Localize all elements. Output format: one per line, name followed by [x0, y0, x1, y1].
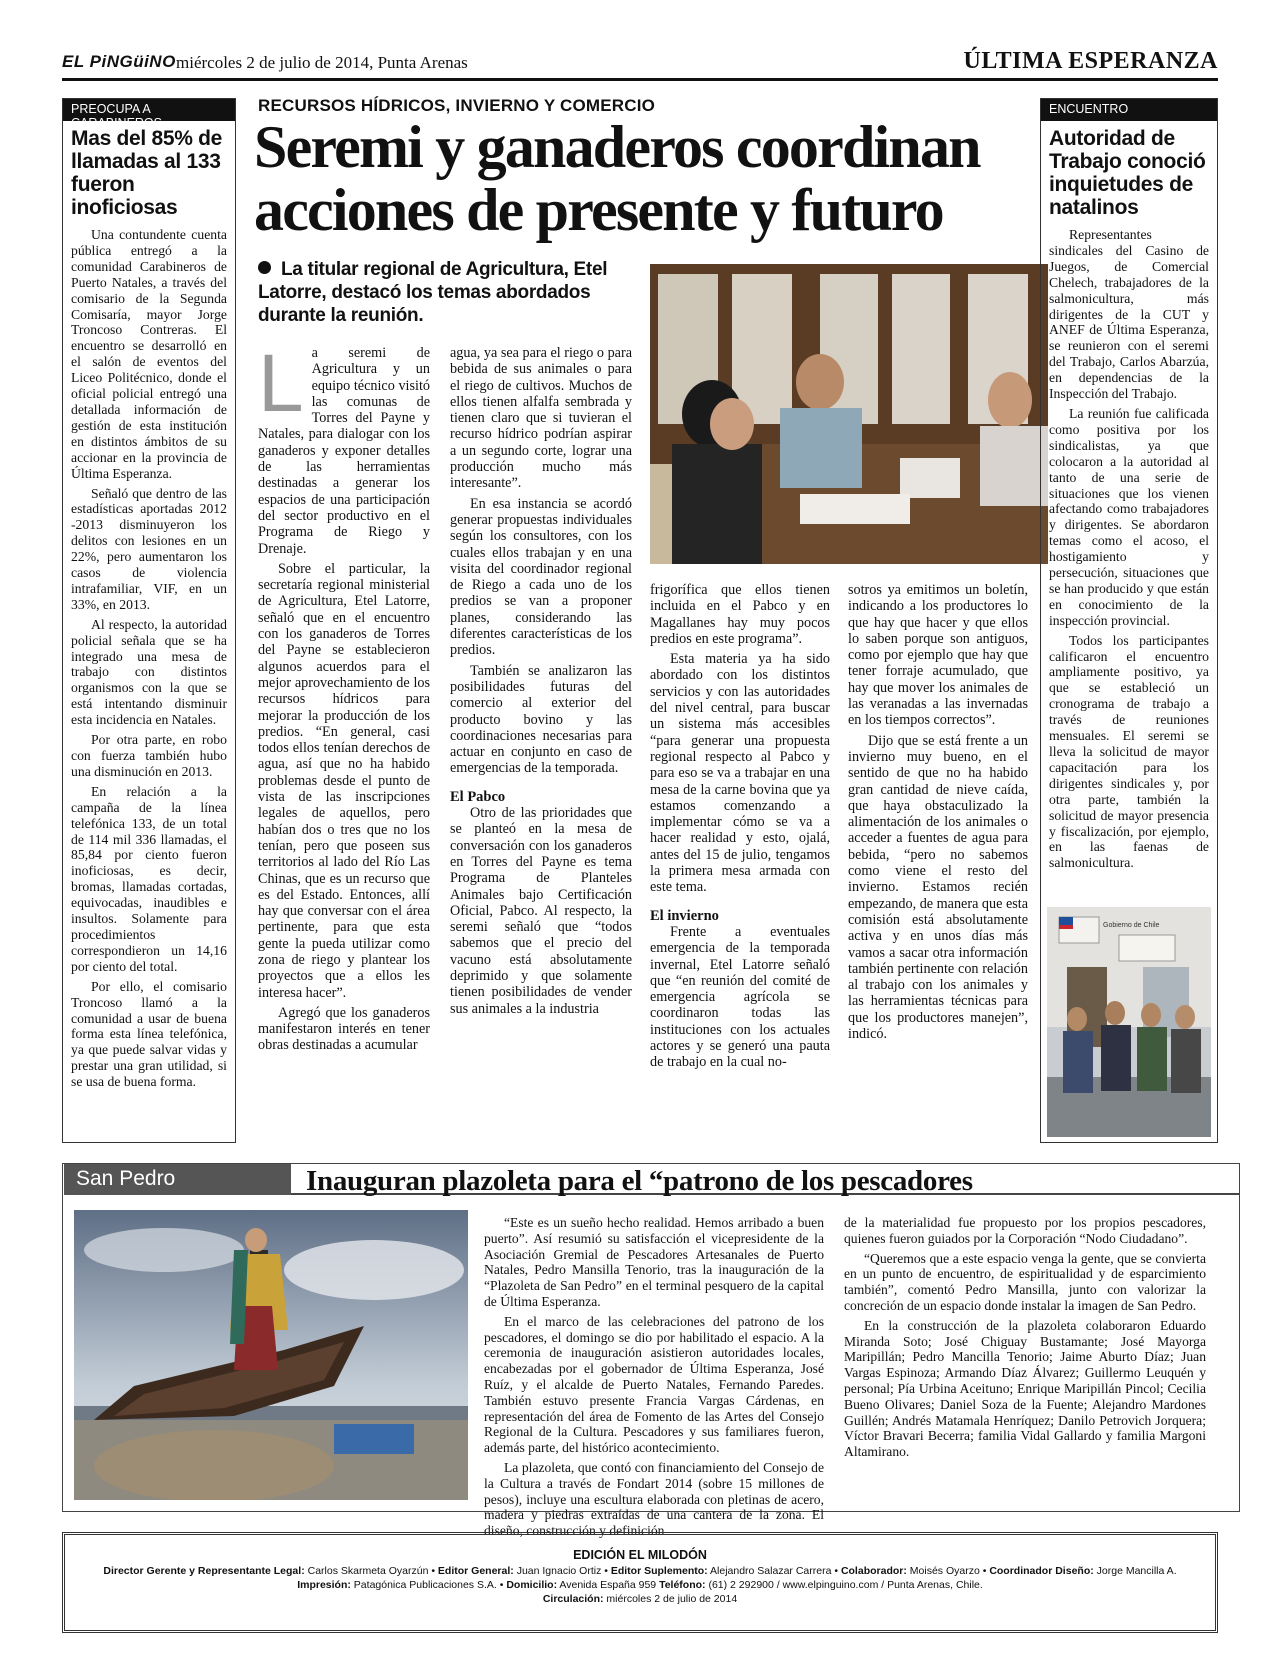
footer-value: Carlos Skarmeta Oyarzún • — [304, 1565, 438, 1577]
left-body — [63, 221, 235, 1090]
main-paragraph: Otro de las prioridades que se planteó en la mesa de conversación con los ganaderos en Torres del Payne es tema Programa de Planteles Animales bajo Certificación Oficial, Pabco. Al respecto, la seremi señaló que “todos sabemos que el precio del vacuno está absolutamente deprimido y que solamente tienen posibilidades de vender sus animales a la industria — [450, 805, 632, 1017]
footer-line-1 — [65, 1564, 1215, 1578]
dropcap: L — [258, 338, 304, 429]
main-headline: Seremi y ganaderos coordinan acciones de presente y futuro — [254, 114, 980, 243]
right-body — [1041, 221, 1217, 871]
labor-office-photo-graphic — [1047, 907, 1211, 1137]
footer-value: Juan Ignacio Ortiz • — [513, 1565, 611, 1577]
main-paragraph: a seremi de Agricultura y un equipo técnico visitó las comunas de Torres del Payne y Natales, para dialogar con los ganaderos y exponer detalles de las herramientas destinadas a generar los espacios de una participación del sector productivo en el Programa de Riego y Drenaje. — [258, 345, 430, 557]
section-title: ÚLTIMA ESPERANZA — [963, 48, 1218, 74]
san-pedro-col-2 — [844, 1215, 1206, 1505]
main-lead-text: La titular regional de Agricultura, Etel Latorre, destacó los temas abordados durante la reunión. — [258, 259, 608, 326]
main-paragraph: Esta materia ya ha sido abordado con los distintos servicios y con las autoridades del nivel central, para buscar un sistema más accesibles “para generar una propuesta regional respecto al Pabco y para eso se va a trabajar en una mesa de la carne bovina que ya estamos comenzando a implementar cómo se va a hacer realidad y esto, ojalá, antes del 15 de julio, tengamos la primera mesa armada con este tema. — [650, 651, 830, 896]
main-col-1 — [258, 338, 430, 1145]
left-headline: Mas del 85% de llamadas al 133 fueron inoficiosas — [71, 127, 223, 219]
statue-photo — [74, 1210, 468, 1500]
statue-photo-graphic — [74, 1210, 468, 1500]
footer-label: Coordinador Diseño: — [989, 1565, 1094, 1577]
right-sidebox — [1040, 98, 1218, 1143]
footer-value: Patagónica Publicaciones S.A. • — [350, 1579, 507, 1591]
footer-credits — [62, 1532, 1218, 1633]
main-col-4 — [848, 582, 1028, 1145]
masthead-logo: EL PiNGüiNO — [62, 52, 176, 71]
footer-title: EDICIÓN EL MILODÓN — [573, 1548, 707, 1562]
main-paragraph: Sobre el particular, la secretaría regional ministerial de Agricultura, Etel Latorre, señaló que en el encuentro con los ganaderos de Torres del Payne se establecieron algunos acuerdos para el mejor aprovechamiento de los recursos hídricos para mejorar la producción de los predios. “En general, casi todos ellos tenían derechos de agua, así que no ha habido problemas desde el punto de vista de las inscripciones legales de aquellos, pero habían dos o tres que no los tenían, pero que poseen sus territorios al lado del Río Las Chinas, que es un recurso que es del Estado. Entonces, allí hay que conversar con el área pertinente, para que esta gente la pueda utilizar como zona de riego y plantear los proyectos que a ellos les interesa hacer”. — [258, 560, 430, 1001]
footer-value: Moisés Oyarzo • — [906, 1565, 990, 1577]
footer-value: Alejandro Salazar Carrera • — [707, 1565, 841, 1577]
bullet-icon — [258, 261, 271, 274]
footer-label: Impresión: — [297, 1579, 351, 1591]
subhead-pabco: El Pabco — [450, 788, 506, 805]
main-col-3 — [650, 582, 830, 1145]
right-paragraph: Todos los participantes calificaron el encuentro ampliamente positivo, ya que se estableció un cronograma de trabajo a través de reuniones mensuales. El seremi se lleva la solicitud de mayor capacitación para los dirigentes sindicales y, por otra parte, también la solicitud de mayor presencia y fiscalización, por ejemplo, en las faenas de salmonicultura. — [1049, 632, 1209, 871]
footer-value: Jorge Mancilla A. — [1093, 1565, 1177, 1577]
right-headline: Autoridad de Trabajo conoció inquietudes de natalinos — [1049, 127, 1206, 219]
san-pedro-headline: Inauguran plazoleta para el “patrono de los pescadores — [306, 1165, 973, 1197]
left-paragraph: Señaló que dentro de las estadísticas aportadas 2012 -2013 disminuyeron los delitos con lesiones en un 22%, pero aumentaron los casos de violencia intrafamiliar, VIF, en un 33%, en 2013. — [71, 485, 227, 612]
labor-office-photo — [1047, 907, 1211, 1137]
main-paragraph: También se analizaron las posibilidades futuras del comercio al exterior del producto bovino y las coordinaciones necesarias para actuar en conjunto en caso de emergencias de la temporada. — [450, 662, 632, 777]
left-paragraph: Por ello, el comisario Troncoso llamó a la comunidad a usar de buena forma esta línea telefónica, ya que puede salvar vidas y prestar una gran utilidad, si se usa de buena forma. — [71, 978, 227, 1090]
footer-value: (61) 2 292900 / www.elpinguino.com / Punta Arenas, Chile. — [705, 1579, 983, 1591]
header-rule — [62, 78, 1218, 81]
footer-label: Director Gerente y Representante Legal: — [103, 1565, 305, 1577]
footer-value: miércoles 2 de julio de 2014 — [603, 1593, 738, 1605]
san-pedro-paragraph: “Queremos que a este espacio venga la gente, que se convierta en un punto de encuentro, de espiritualidad y de esparcimiento también”, comentó Pedro Mansilla, junto con valorizar la concreción de un espacio donde instalar la imagen de San Pedro. — [844, 1250, 1206, 1313]
main-paragraph: Dijo que se está frente a un invierno muy bueno, en el sentido de que no ha habido gran cantidad de nieve caída, que haya obstaculizado la alimentación de los animales o acceder a fuentes de agua para bebida, “pero no sabemos como viene el resto del invierno. Estamos recién empezando, de manera que esta comisión está absolutamente activa y en unos días más vamos a sacar otra información también pertinente con relación al trabajo con los animales y las herramientas técnicas para que los productores manejen”, indicó. — [848, 732, 1029, 1043]
san-pedro-paragraph: “Este es un sueño hecho realidad. Hemos arribado a buen puerto”. Así resumió su satisfacción el vicepresidente de la Asociación Gremial de Pescadores Artesanales de Puerto Natales, Pedro Mansilla Tenorio, tras la inauguración de la “Plazoleta de San Pedro” en el terminal pesquero de la capital de Última Esperanza. — [484, 1215, 824, 1309]
san-pedro-paragraph: En la construcción de la plazoleta colaboraron Eduardo Miranda Soto; José Chiguay Bustamante; José Mayorga Maripillán; Pedro Mancilla Tenorio; Jaime Aburto Díaz; Juan Vargas Espinoza; Armando Díaz Álvarez; Guillermo Leuquén y personal; Pía Urbina Aceituno; Enrique Maripillán Pincol; Cecilia Bueno Olivares; Daniel Soza de la Fuente; Alejandro Mardones Guillén; Andrés Matamala Henríquez; Danilo Petrovich Jorquera; Víctor Bravari Becerra; familia Vidal Gallardo y familia Margoni Altamirano. — [844, 1317, 1206, 1460]
san-pedro-tag: San Pedro — [64, 1164, 291, 1195]
left-kicker: PREOCUPA A CARABINEROS — [63, 99, 235, 121]
footer-value: Avenida España 959 — [557, 1579, 660, 1591]
footer-label: Colaborador: — [840, 1565, 907, 1577]
main-paragraph: agua, ya sea para el riego o para bebida de sus animales o para el riego de cultivos. Muchos de ellos tienen alfalfa sembrada y tienen claro que si tuvieran el recurso hídrico podrían aspirar a un segundo corte, lograr una producción mucho más interesante”. — [450, 345, 632, 492]
left-paragraph: Al respecto, la autoridad policial señala que se ha integrado una mesa de trabajo con distintos organismos con la que se está intentando disminuir esta incidencia en Natales. — [71, 616, 227, 728]
footer-label: Circulación: — [542, 1593, 604, 1605]
main-col-2 — [450, 345, 632, 1145]
san-pedro-paragraph: En el marco de las celebraciones del patrono de los pescadores, el domingo se dio por habilitado el espacio. A la ceremonia de inauguración asistieron autoridades locales, encabezadas por el gobernador de Última Esperanza, José Ruíz, y el alcalde de Puerto Natales, Fernando Paredes. También estuvo presente Francia Vargas Cárdenas, en representación del área de Fomento de las Artes del Consejo Regional de la Cultura. Pescadores y sus familiares fueron, además parte, del histórico acontecimiento. — [484, 1313, 824, 1456]
footer-line-2 — [65, 1578, 1215, 1592]
meeting-photo — [650, 264, 1048, 564]
footer-label: Editor General: — [437, 1565, 514, 1577]
right-paragraph: La reunión fue calificada como positiva por los sindicalistas, ya que colocaron a la autoridad al tanto de una serie de situaciones que los vienen afectando como trabajadores y dirigentes. Se abordaron temas como el acoso, el hostigamiento y persecución, situaciones que se han producido y que están en conocimiento de la inspección provincial. — [1049, 405, 1209, 628]
main-paragraph: frigorífica que ellos tienen incluida en el Pabco y en Magallanes hay muy pocos predios en este programa”. — [650, 582, 830, 647]
right-paragraph: Representantes sindicales del Casino de Juegos, de Comercial Chelech, trabajadores de la salmonicultura, más dirigentes de la CUT y ANEF de Última Esperanza, se reunieron con el seremi del Trabajo, Carlos Abarzúa, en dependencias de la Inspección del Trabajo. — [1049, 227, 1209, 402]
footer-label: Domicilio: — [506, 1579, 558, 1591]
left-paragraph: Una contundente cuenta pública entregó a la comunidad Carabineros de Puerto Natales, a través del comisario de la Segunda Comisaría, mayor Jorge Troncoso Contreras. El encuentro se desarrolló en el salón de eventos del Liceo Politécnico, donde el oficial policial entregó una detallada información de gestión de esta institución en distintos ámbitos de su accionar en la provincia de Última Esperanza. — [71, 227, 227, 481]
office-sign-text: Gobierno de Chile — [1103, 922, 1160, 929]
main-paragraph: En esa instancia se acordó generar propuestas individuales según los consultores, con los cuales ellos trabajan y en una visita del coordinador regional de Riego a cada uno de los predios se van a proponer planes, considerando las diferentes características de los predios. — [450, 495, 632, 659]
footer-label: Teléfono: — [659, 1579, 706, 1591]
footer-line-3 — [65, 1592, 1215, 1606]
main-paragraph: Frente a eventuales emergencia de la temporada invernal, Etel Latorre señaló que “en reunión del comité de emergencia agrícola se coordinaron todas las instituciones con los actuales actores y se generó una pauta de trabajo en la cual no- — [650, 923, 830, 1071]
subhead-invierno: El invierno — [650, 907, 719, 924]
left-paragraph: Por otra parte, en robo con fuerza también hubo una disminución en 2013. — [71, 732, 227, 779]
san-pedro-paragraph: de la materialidad fue propuesto por los propios pescadores, quienes fueron guiados por la Corporación “Nodo Ciudadano”. — [844, 1215, 1206, 1246]
meeting-photo-graphic — [650, 264, 1048, 564]
main-kicker: RECURSOS HÍDRICOS, INVIERNO Y COMERCIO — [258, 96, 656, 115]
left-paragraph: En relación a la campaña de la línea telefónica 133, de un total de 114 mil 336 llamadas, el 85,84 por ciento fueron inoficiosas, es decir, bromas, llamadas cortadas, equivocadas, inaudibles e insultos. Solamente para procedimientos correspondieron un 14,16 por ciento del total. — [71, 783, 227, 974]
main-lead — [258, 258, 638, 327]
left-sidebox — [62, 98, 236, 1143]
san-pedro-col-1 — [484, 1215, 824, 1539]
main-paragraph: sotros ya emitimos un boletín, indicando a los productores lo que hay que hacer y que ellos lo saben porque son antiguos, como por ejemplo que hay que tener forraje acumulado, que hay que mover los animales de las veranadas a las invernadas en los tiempos correctos”. — [848, 582, 1028, 729]
san-pedro-paragraph: La plazoleta, que contó con financiamiento del Consejo de la Cultura a través de Fondart 2014 (sobre 15 millones de pesos), incluye una escultura elaborada con pletinas de acero, madera y piedras extraídas de una cantera de la zona. El diseño, construcción y definición — [484, 1459, 824, 1539]
right-kicker: ENCUENTRO — [1041, 99, 1217, 121]
main-paragraph: Agregó que los ganaderos manifestaron interés en tener obras destinadas a acumular — [258, 1004, 430, 1054]
masthead-date: miércoles 2 de julio de 2014, Punta Arenas — [176, 53, 468, 72]
footer-label: Editor Suplemento: — [610, 1565, 708, 1577]
